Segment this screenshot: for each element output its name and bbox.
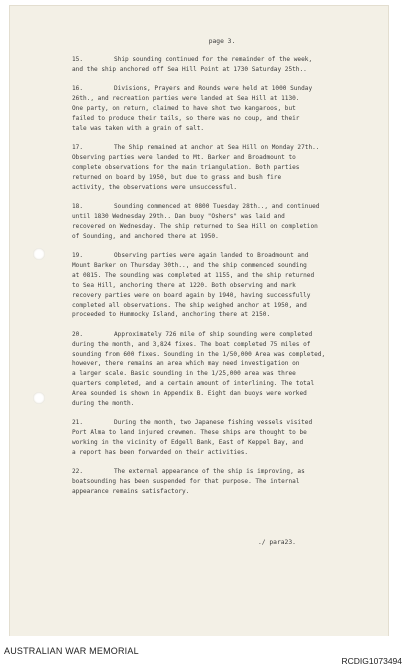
paragraph-line: Mount Barker on Thursday 30th.., and the ship commenced sounding bbox=[72, 261, 307, 269]
record-id: RCDIG1073494 bbox=[341, 656, 402, 666]
paragraph-line: a report has been forwarded on their activities. bbox=[72, 449, 249, 457]
punch-hole bbox=[33, 248, 45, 260]
paragraph-number: 18. bbox=[72, 202, 84, 210]
paragraph bbox=[72, 418, 372, 458]
paragraph-number: 21. bbox=[72, 419, 84, 427]
paragraph-line: sounding from 600 fixes. Sounding in the 1/50,000 Area was completed, bbox=[72, 350, 326, 358]
archive-footer-bar bbox=[0, 636, 408, 666]
punch-hole bbox=[33, 392, 45, 404]
paragraph-first-line: Divisions, Prayers and Rounds were held at 1000 Sunday bbox=[114, 85, 313, 93]
paragraph-line: Port Alma to land injured crewmen. These ships are thought to be bbox=[72, 429, 307, 437]
paragraph-line: at 0815. The sounding was completed at 1155, and the ship returned bbox=[72, 271, 315, 279]
paragraph-first-line: Approximately 726 mile of ship sounding were completed bbox=[114, 330, 313, 338]
paragraph-line: One party, on return, claimed to have shot two kangaroos, but bbox=[72, 104, 296, 112]
paragraph-line: activity, the observations were unsuccessful. bbox=[72, 183, 238, 191]
paragraph-line: until 1830 Wednesday 29th.. Dan buoy "Oshers" was laid and bbox=[72, 212, 285, 220]
paragraph-line: however, there remains an area which may need investigation on bbox=[72, 360, 300, 368]
paragraph-line bbox=[72, 418, 372, 428]
paragraph-number: 15. bbox=[72, 55, 84, 63]
paragraph-number: 16. bbox=[72, 85, 84, 93]
paragraph-line: appearance remains satisfactory. bbox=[72, 488, 190, 496]
paragraph-line: Area sounded is shown in Appendix B. Eight dan buoys were worked bbox=[72, 390, 307, 398]
institution-name: AUSTRALIAN WAR MEMORIAL bbox=[4, 646, 139, 656]
paragraph-number: 20. bbox=[72, 330, 84, 338]
paragraph-line: proceeded to Hummocky Island, anchoring there at 2150. bbox=[72, 311, 271, 319]
document-body bbox=[72, 37, 372, 506]
paragraph-first-line: The external appearance of the ship is improving, as bbox=[114, 468, 305, 476]
paragraph-line: a larger scale. Basic sounding in the 1/25,000 area was three bbox=[72, 370, 296, 378]
paragraph-first-line: During the month, two Japanese fishing vessels visited bbox=[114, 419, 313, 427]
paragraph-line bbox=[72, 467, 372, 477]
paragraph-line: quarters completed, and a certain amount of interlining. The total bbox=[72, 380, 315, 388]
paragraph bbox=[72, 330, 372, 409]
paragraph bbox=[72, 202, 372, 242]
paragraph-line bbox=[72, 55, 372, 65]
paragraph-line bbox=[72, 251, 372, 261]
paragraph-first-line: Ship sounding continued for the remainder of the week, bbox=[114, 55, 313, 63]
paragraph-line: during the month, and 3,824 fixes. The boat completed 75 miles of bbox=[72, 340, 311, 348]
paragraph-line: to Sea Hill, anchoring there at 1220. Both observing and mark bbox=[72, 281, 296, 289]
paragraph-number: 17. bbox=[72, 144, 84, 152]
paragraph bbox=[72, 251, 372, 320]
paragraph-line: returned on board by 1950, but due to grass and bush fire bbox=[72, 173, 282, 181]
paragraph-line bbox=[72, 202, 372, 212]
paragraph bbox=[72, 55, 372, 75]
paragraph bbox=[72, 84, 372, 134]
paragraph-first-line: The Ship remained at anchor at Sea Hill on Monday 27th.. bbox=[114, 144, 320, 152]
paragraph-line bbox=[72, 84, 372, 94]
paragraph-line: 26th., and recreation parties were landed at Sea Hill at 1130. bbox=[72, 95, 300, 103]
paragraph-line: tale was taken with a grain of salt. bbox=[72, 124, 205, 132]
paragraph-line: of Sounding, and anchored there at 1950. bbox=[72, 232, 219, 240]
paragraph-line: recovered on Wednesday. The ship returned to Sea Hill on completion bbox=[72, 222, 318, 230]
paragraph-line: Observing parties were landed to Mt. Barker and Broadmount to bbox=[72, 153, 296, 161]
paragraph-number: 19. bbox=[72, 251, 84, 259]
paragraph-line: recovery parties were on board again by 1940, having successfully bbox=[72, 291, 311, 299]
paragraph-line: and the ship anchored off Sea Hill Point at 1730 Saturday 25th.. bbox=[72, 65, 307, 73]
page-header: page 3. bbox=[208, 38, 236, 45]
paragraph-line bbox=[72, 143, 372, 153]
paragraph-line: during the month. bbox=[72, 400, 135, 408]
paragraph-line: boatsounding has been suspended for that purpose. The internal bbox=[72, 478, 300, 486]
paragraph-number: 22. bbox=[72, 468, 84, 476]
paragraph bbox=[72, 143, 372, 193]
paragraph-list bbox=[72, 55, 372, 497]
paragraph-line: completed all observations. The ship weighed anchor at 1950, and bbox=[72, 301, 307, 309]
paragraph bbox=[72, 467, 372, 497]
paragraph-line bbox=[72, 330, 372, 340]
continuation-reference: ./ para23. bbox=[258, 539, 296, 546]
paragraph-first-line: Observing parties were again landed to Broadmount and bbox=[114, 251, 309, 259]
paragraph-line: working in the vicinity of Edgell Bank, East of Keppel Bay, and bbox=[72, 439, 304, 447]
paragraph-first-line: Sounding commenced at 0800 Tuesday 28th.., and continued bbox=[114, 202, 320, 210]
paragraph-line: failed to produce their tails, so there was no coup, and their bbox=[72, 114, 300, 122]
paragraph-line: complete observations for the main triangulation. Both parties bbox=[72, 163, 300, 171]
